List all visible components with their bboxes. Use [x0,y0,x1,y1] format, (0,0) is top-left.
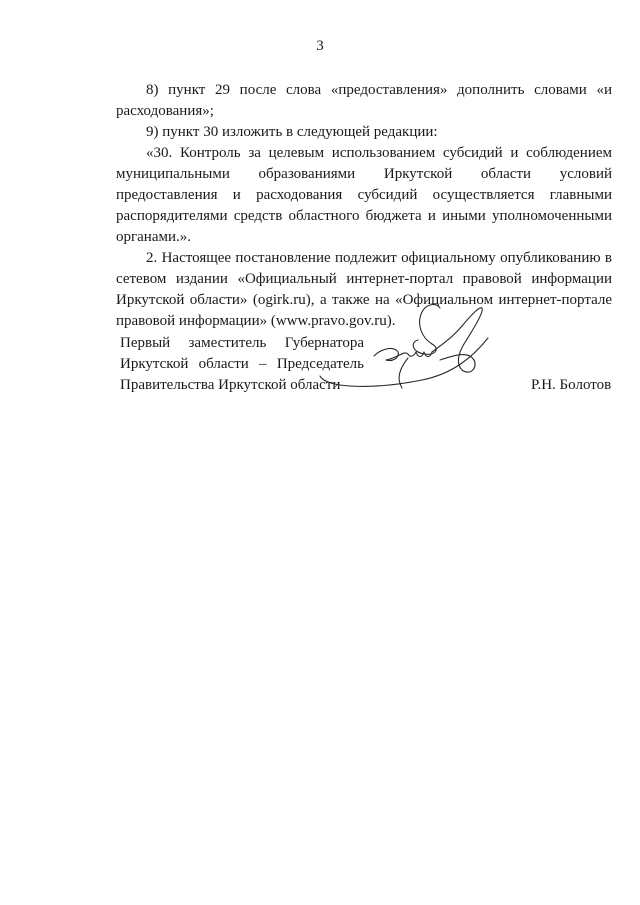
paragraph-clause-30: «30. Контроль за целевым использованием субсидий и соблюдением муниципальными образованиями Иркутской области условий предоставления и расходования субсидий осуществляется главными распорядителями средств областного бюджета и иными уполномоченными органами.». [116,145,612,245]
paragraph-publication: 2. Настоящее постановление подлежит официальному опубликованию в сетевом издании «Официальный интернет-портал правовой информации Иркутской области» (ogirk.ru), а также на «Официальном интернет-портале правовой информации» (www.pravo.gov.ru). [116,250,612,329]
paragraph-item-8: 8) пункт 29 после слова «предоставления» дополнить словами «и расходования»; [116,82,612,119]
handwritten-signature [312,298,502,398]
document-body [116,80,612,332]
signatory-title-line-3: Правительства Иркутской области [120,377,341,393]
signatory-title-line-1: Первый заместитель Губернатора [120,335,364,351]
signer-name: Р.Н. Болотов [531,377,612,393]
page-number: 3 [316,38,324,54]
paragraph-item-9: 9) пункт 30 изложить в следующей редакции: [146,124,438,140]
signatory-title-line-2: Иркутской области – Председатель [120,356,364,372]
